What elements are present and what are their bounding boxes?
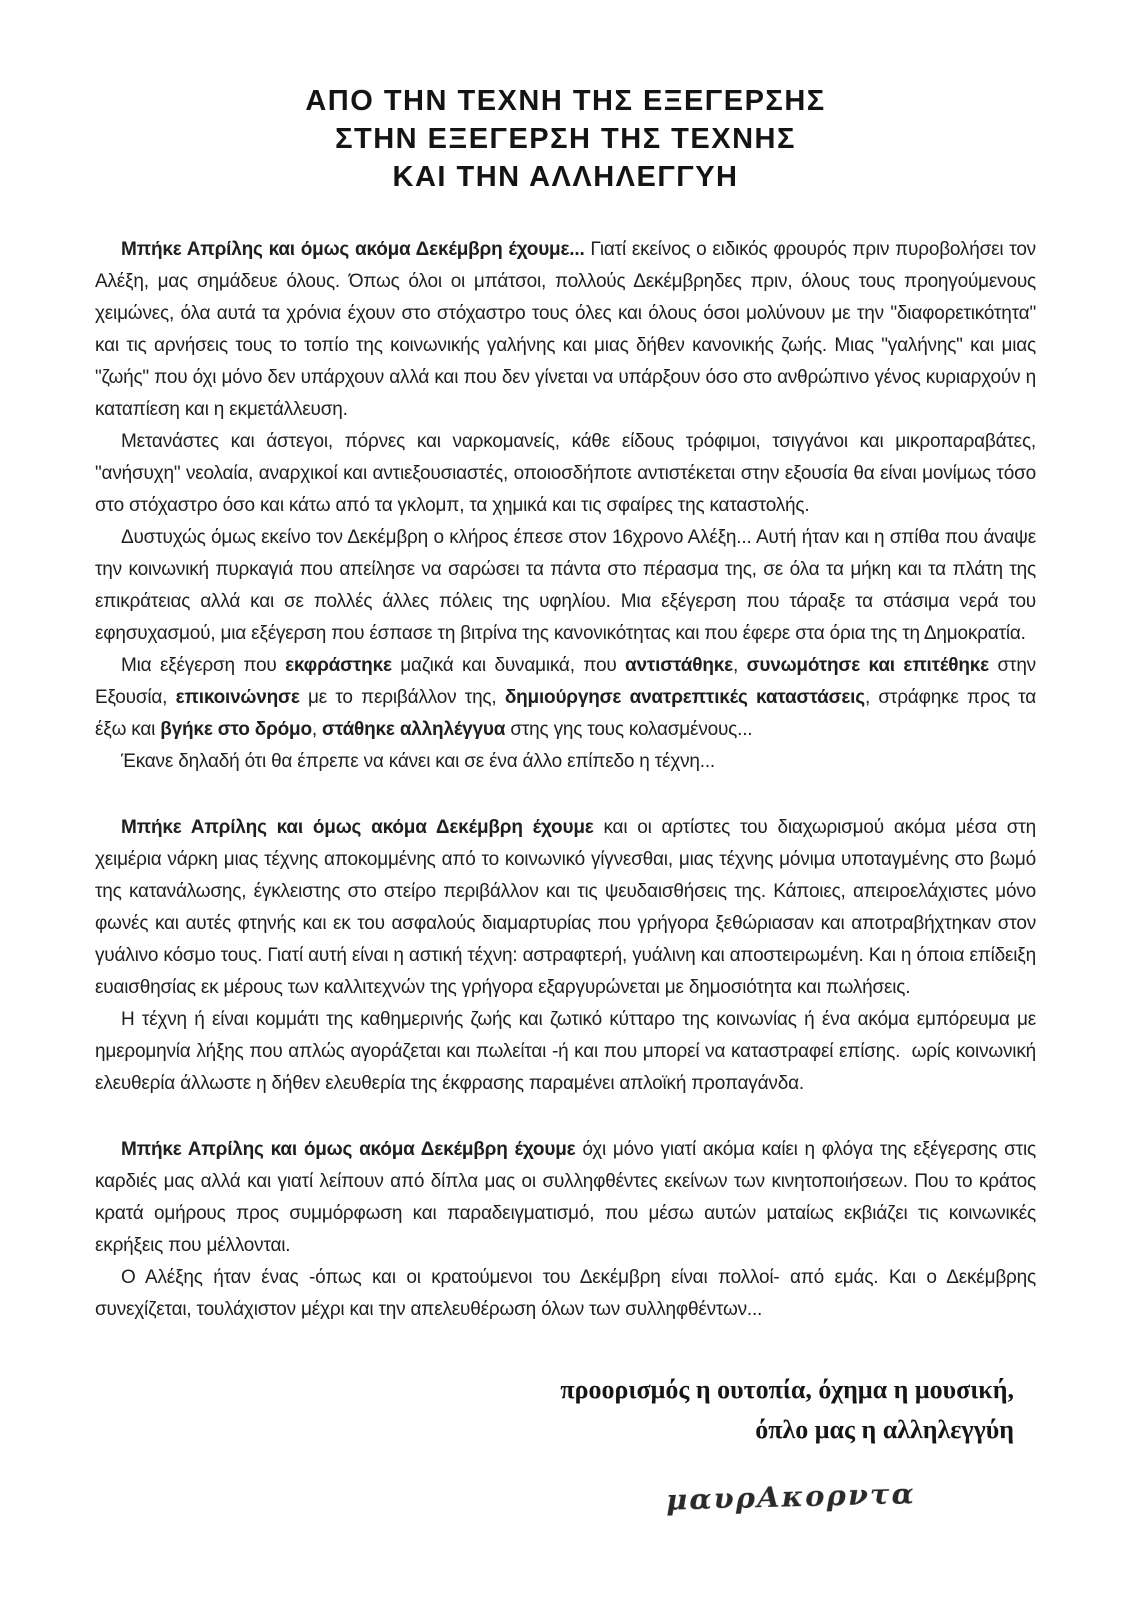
text-run: , — [311, 719, 323, 740]
emphasis-text-run: εκφράστηκε — [285, 655, 392, 676]
body-paragraph — [95, 650, 1042, 746]
title-line-2: ΣΤΗΝ ΕΞΕΓΕΡΣΗ ΤΗΣ ΤΕΧΝΗΣ — [335, 123, 796, 155]
body-text — [95, 234, 1042, 1326]
text-run: όχι μόνο γιατί ακόμα καίει η φλόγα της εξέγερσης στις καρδιές μας αλλά και γιατί λείπουν από δίπλα μας οι συλληφθέντες εκείνων των κινητοποιήσεων. Που το κράτος κρατά ομήρους προς συμμόρφωση και παραδειγματισμό, που μέσω αυτών ματαίως εκβιάζει τις κοινωνικές εκρήξεις που μέλλονται. — [95, 1139, 1042, 1256]
emphasis-text-run: στάθηκε αλληλέγγυα — [322, 719, 506, 740]
title-line-3: ΚΑΙ ΤΗΝ ΑΛΛΗΛΕΓΓΥΗ — [392, 161, 739, 193]
body-paragraph — [95, 1262, 1042, 1326]
body-paragraph — [95, 1134, 1042, 1262]
body-paragraph — [95, 1004, 1042, 1100]
document-title — [95, 82, 1036, 196]
text-run: Έκανε δηλαδή ότι θα έπρεπε να κάνει και σε ένα άλλο επίπεδο η τέχνη... — [121, 751, 716, 772]
emphasis-text-run: δημιούργησε ανατρεπτικές καταστάσεις — [504, 687, 865, 708]
text-run: μαζικά και δυναμικά, που — [391, 655, 626, 676]
closing-slogan-line-1: προορισμός η ουτοπία, όχημα η μουσική, — [560, 1375, 1014, 1404]
signature: μαυρΑκορντα — [665, 1477, 917, 1517]
text-run: και οι αρτίστες του διαχωρισμού ακόμα μέσα στη χειμέρια νάρκη μιας τέχνης αποκομμένης από το κοινωνικό γίγνεσθαι, μιας τέχνης μόνιμα υποταγμένης στο βωμό της κατανάλωσης, έγκλειστης στο στείρο περιβάλλον και τις ψευδαισθήσεις της. Κάποιες, απειροελάχιστες μόνο φωνές και αυτές φτηνής και εκ του ασφαλούς διαμαρτυρίας που γρήγορα ξεθώριασαν και αποτραβήχτηκαν στον γυάλινο κόσμο τους. Γιατί αυτή είναι η αστική τέχνη: αστραφτερή, γυάλινη και αποστειρωμένη. Και η όποια επίδειξη ευαισθησίας εκ μέρους των καλλιτεχνών της γρήγορα εξαργυρώνεται με δημοσιότητα και πωλήσεις. — [95, 817, 1042, 998]
closing-slogan-line-2: όπλο μας η αλληλεγγύη — [755, 1415, 1014, 1444]
emphasis-text-run: Μπήκε Απρίλης και όμως ακόμα Δεκέμβρη έχουμε — [121, 817, 594, 838]
text-run: στης γης τους κολασμένους... — [505, 719, 753, 740]
body-paragraph — [95, 812, 1042, 1004]
text-run: , στράφηκε προς τα έξω και — [95, 687, 1042, 740]
text-run: Μια εξέγερση που — [121, 655, 286, 676]
signature-row — [95, 1477, 1036, 1517]
emphasis-text-run: Μπήκε Απρίλης και όμως ακόμα Δεκέμβρη έχουμε... — [121, 239, 585, 260]
body-paragraph — [95, 426, 1042, 522]
emphasis-text-run: επικοινώνησε — [175, 687, 300, 708]
text-run: , — [732, 655, 747, 676]
text-run: με το περιβάλλον της, — [299, 687, 505, 708]
body-paragraph — [95, 746, 1036, 778]
text-run: Δυστυχώς όμως εκείνο τον Δεκέμβρη ο κλήρος έπεσε στον 16χρονο Αλέξη... Αυτή ήταν και η σπίθα που άναψε την κοινωνική πυρκαγιά που απείλησε να σαρώσει τα πάντα στο πέρασμα της, σε όλα τα μήκη και τα πλάτη της επικράτειας αλλά και σε πολλές άλλες πόλεις της υφηλίου. Μια εξέγερση που τάραξε τα στάσιμα νερά του εφησυχασμού, μια εξέγερση που έσπασε τη βιτρίνα της κανονικότητας και που έφερε στα όρια της τη Δημοκρατία. — [95, 527, 1042, 644]
text-run: Γιατί εκείνος ο ειδικός φρουρός πριν πυροβολήσει τον Αλέξη, μας σημάδευε όλους. Όπως όλοι οι μπάτσοι, πολλούς Δεκέμβρηδες πριν, όλους τους προηγούμενους χειμώνες, όλα αυτά τα χρόνια έχουν στο στόχαστρο τους όλες και όλους όσοι μολύνουν με την "διαφορετικότητα" και τις αρνήσεις τους το τοπίο της κοινωνικής γαλήνης και μιας δήθεν κανονικής ζωής. Μιας "γαλήνης" και μιας "ζωής" που όχι μόνο δεν υπάρχουν αλλά και που δεν γίνεται να υπάρξουν όσο στο ανθρώπινο γένος κυριαρχούν η καταπίεση και η εκμετάλλευση. — [95, 239, 1042, 420]
title-line-1: ΑΠΟ ΤΗΝ ΤΕΧΝΗ ΤΗΣ ΕΞΕΓΕΡΣΗΣ — [305, 85, 826, 117]
emphasis-text-run: βγήκε στο δρόμο — [160, 719, 312, 740]
body-paragraph — [95, 234, 1042, 426]
text-run: στην Εξουσία, — [95, 655, 1042, 708]
emphasis-text-run: συνωμότησε και επιτέθηκε — [746, 655, 989, 676]
closing-slogan — [95, 1370, 1036, 1450]
text-run: Η τέχνη ή είναι κομμάτι της καθημερινής ζωής και ζωτικό κύτταρο της κοινωνίας ή ένα ακόμα εμπόρευμα με ημερομηνία λήξης που απλώς αγοράζεται και πωλείται -ή και που μπορεί να καταστραφεί επίσης. ωρίς κοινωνική ελευθερία άλλωστε η δήθεν ελευθερία της έκφρασης παραμένει απλοϊκή προπαγάνδα. — [95, 1009, 1042, 1094]
text-run: Μετανάστες και άστεγοι, πόρνες και ναρκομανείς, κάθε είδους τρόφιμοι, τσιγγάνοι και μικροπαραβάτες, "ανήσυχη" νεολαία, αναρχικοί και αντιεξουσιαστές, οποιοσδήποτε αντιστέκεται στην εξουσία θα είναι μονίμως τόσο στο στόχαστρο όσο και κάτω από τα γκλομπ, τα χημικά και τις σφαίρες της καταστολής. — [95, 431, 1042, 516]
text-run: Ο Αλέξης ήταν ένας -όπως και οι κρατούμενοι του Δεκέμβρη είναι πολλοί- από εμάς. Και ο Δεκέμβρης συνεχίζεται, τουλάχιστον μέχρι και την απελευθέρωση όλων των συλληφθέντων... — [95, 1267, 1042, 1320]
emphasis-text-run: αντιστάθηκε — [625, 655, 733, 676]
emphasis-text-run: Μπήκε Απρίλης και όμως ακόμα Δεκέμβρη έχουμε — [121, 1139, 576, 1160]
body-paragraph — [95, 522, 1042, 650]
